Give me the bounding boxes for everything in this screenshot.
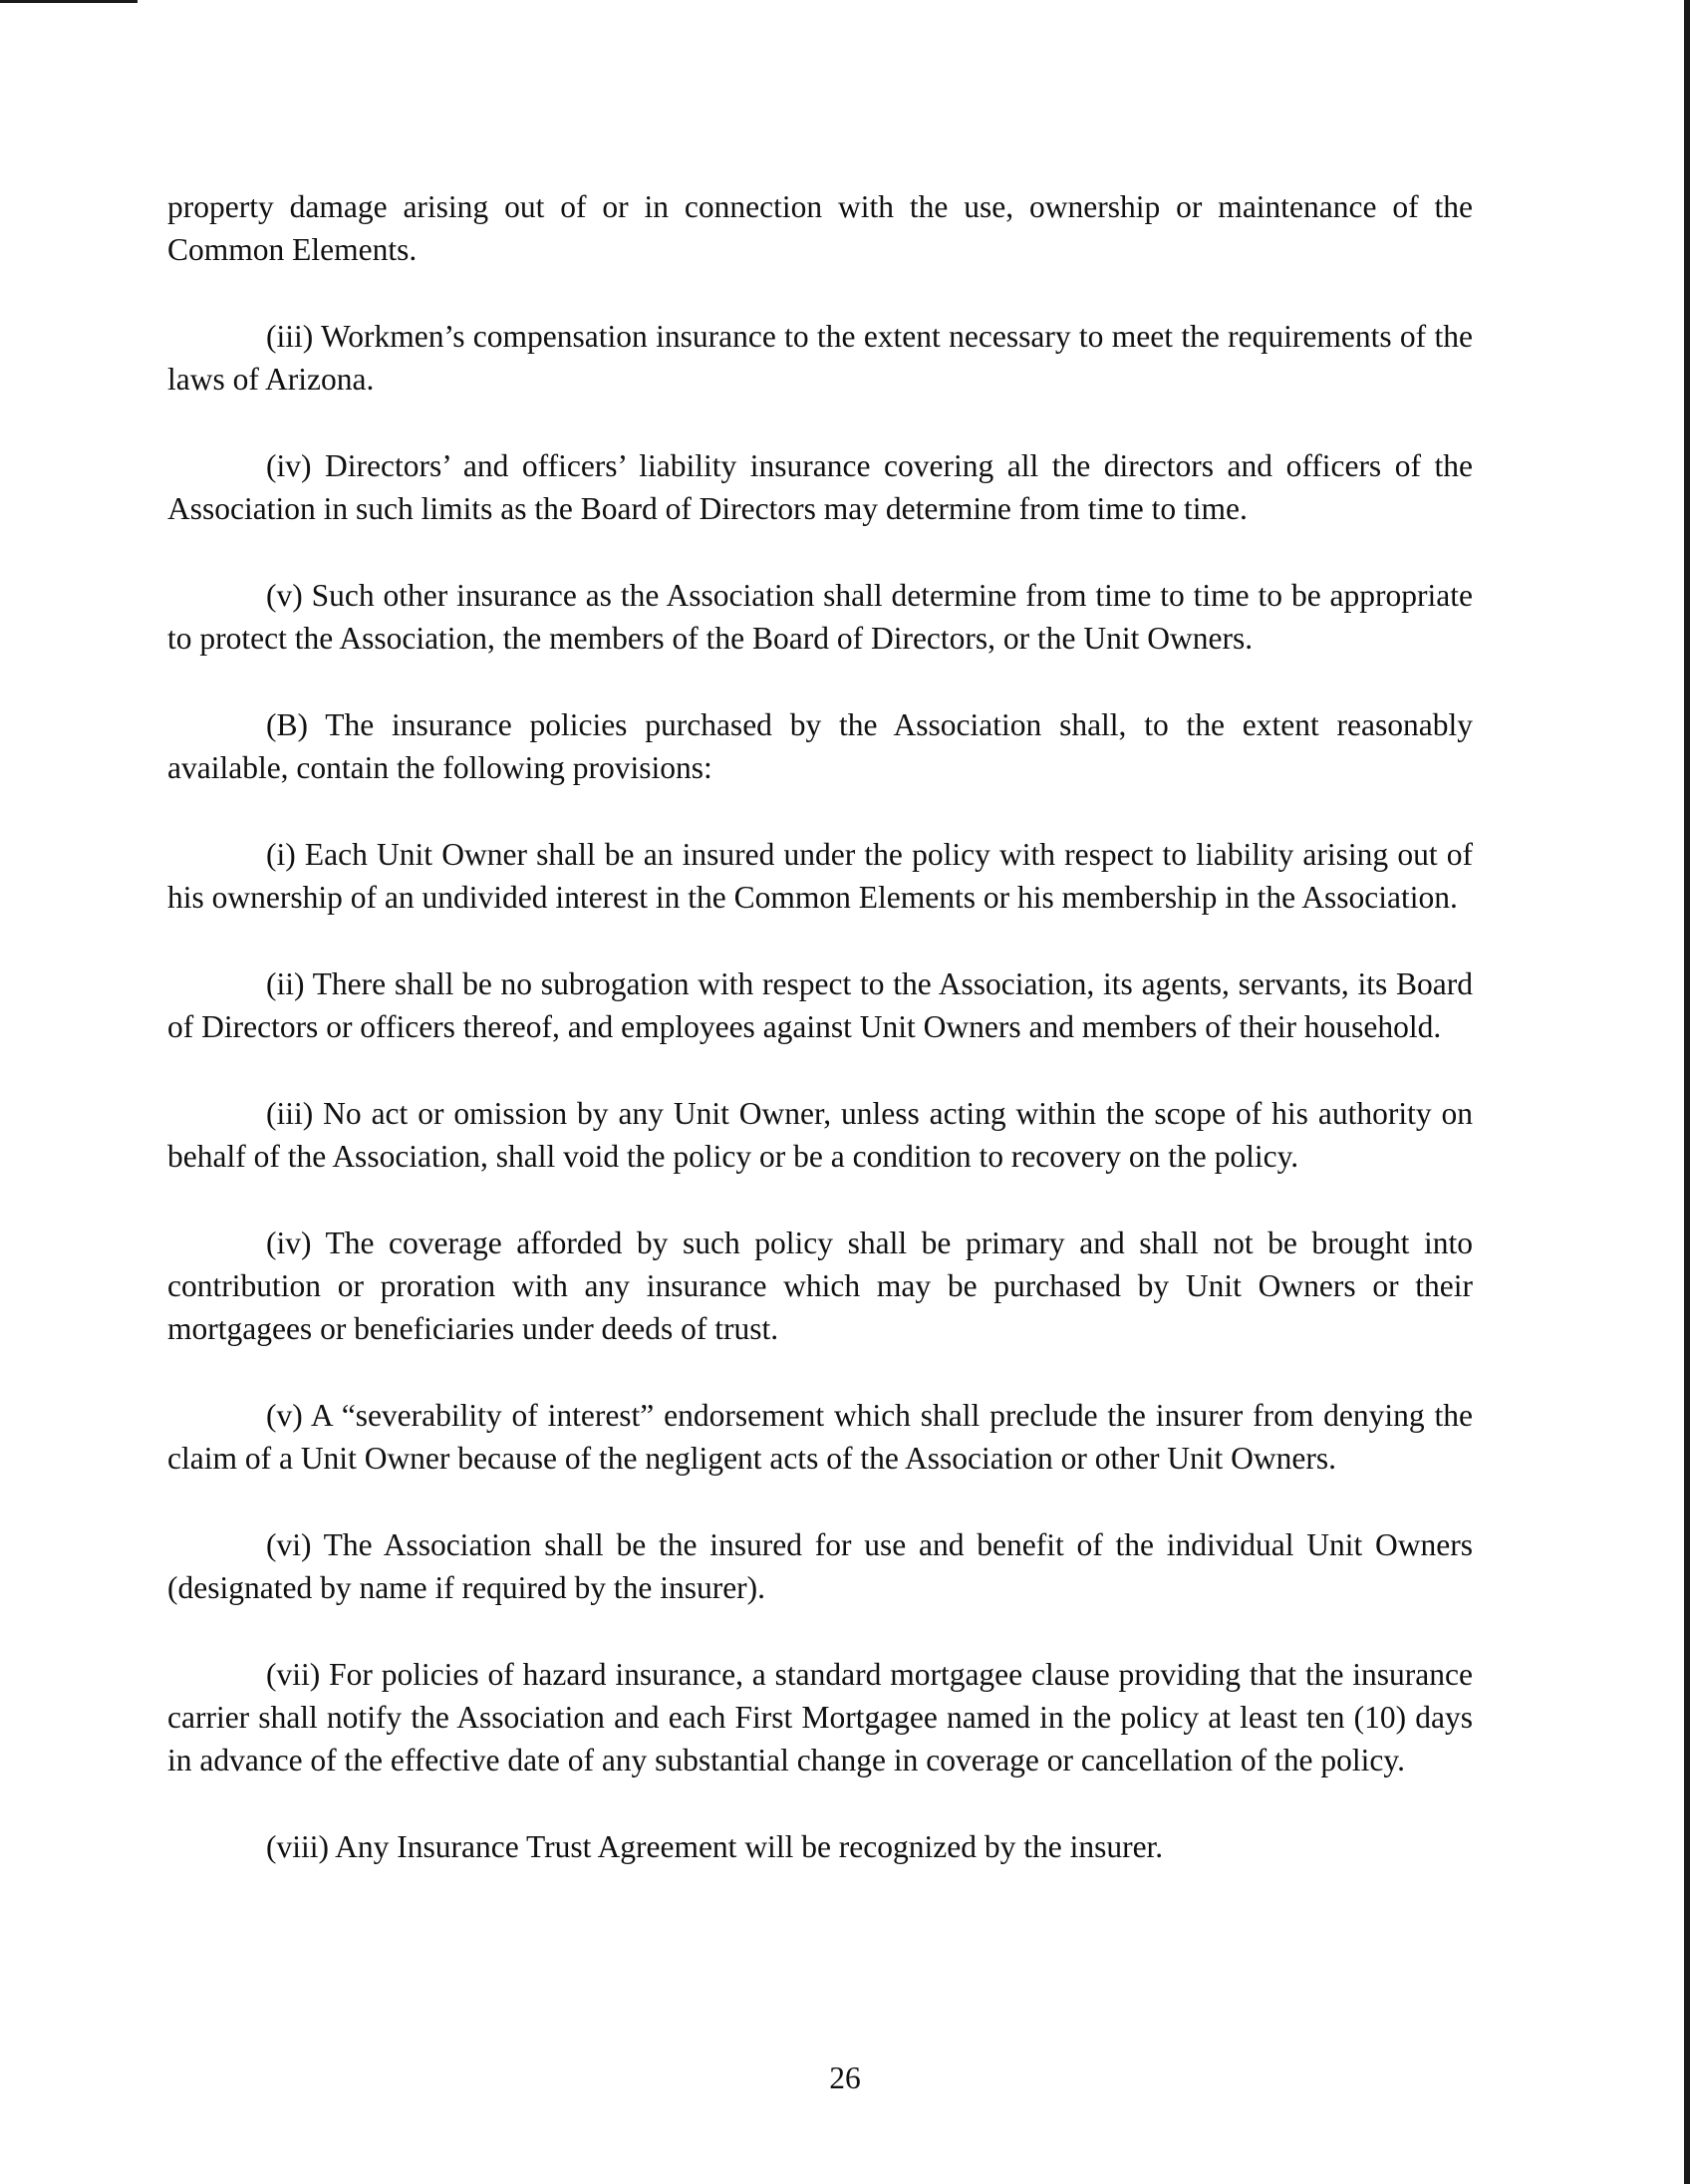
paragraph-provision-ii: (ii) There shall be no subrogation with respect to the Association, its agents, servants, its Board of Directors or officers thereof, and employees against Unit Owners and members of their household.: [167, 966, 1473, 1044]
paragraph-provision-viii: (viii) Any Insurance Trust Agreement will be recognized by the insurer.: [266, 1829, 1164, 1864]
scan-edge-right: [1684, 0, 1690, 2184]
scan-edge-top: [0, 0, 138, 3]
paragraph-provision-vi: (vi) The Association shall be the insured for use and benefit of the individual Unit Owners (designated by name if required by the insurer).: [167, 1527, 1473, 1605]
paragraph-provision-v: (v) A “severability of interest” endorsement which shall preclude the insurer from denying the claim of a Unit Owner because of the negligent acts of the Association or other Unit Owners.: [167, 1398, 1473, 1476]
paragraph-provision-iv: (iv) The coverage afforded by such policy shall be primary and shall not be brought into contribution or proration with any insurance which may be purchased by Unit Owners or their mortgagees or beneficiaries under deeds of trust.: [167, 1226, 1473, 1346]
paragraph-directors-liability: (iv) Directors’ and officers’ liability insurance covering all the directors and officers of the Association in such limits as the Board of Directors may determine from time to time.: [167, 448, 1473, 526]
paragraph-workmens-compensation: (iii) Workmen’s compensation insurance to the extent necessary to meet the requirements of the laws of Arizona.: [167, 319, 1473, 397]
document-body: [167, 185, 1473, 1912]
paragraph-provision-vii: (vii) For policies of hazard insurance, a standard mortgagee clause providing that the insurance carrier shall notify the Association and each First Mortgagee named in the policy at least ten (10) days in advance of the effective date of any substantial change in coverage or cancellation of the policy.: [167, 1657, 1473, 1777]
paragraph-continuation: property damage arising out of or in connection with the use, ownership or maintenance of the Common Elements.: [167, 189, 1473, 267]
paragraph-section-b: (B) The insurance policies purchased by the Association shall, to the extent reasonably available, contain the following provisions:: [167, 707, 1473, 785]
paragraph-provision-i: (i) Each Unit Owner shall be an insured under the policy with respect to liability arising out of his ownership of an undivided interest in the Common Elements or his membership in the Association.: [167, 837, 1473, 915]
paragraph-other-insurance: (v) Such other insurance as the Association shall determine from time to time to be appropriate to protect the Association, the members of the Board of Directors, or the Unit Owners.: [167, 578, 1473, 656]
page-number: 26: [829, 2060, 861, 2095]
paragraph-provision-iii: (iii) No act or omission by any Unit Owner, unless acting within the scope of his authority on behalf of the Association, shall void the policy or be a condition to recovery on the policy.: [167, 1096, 1473, 1174]
